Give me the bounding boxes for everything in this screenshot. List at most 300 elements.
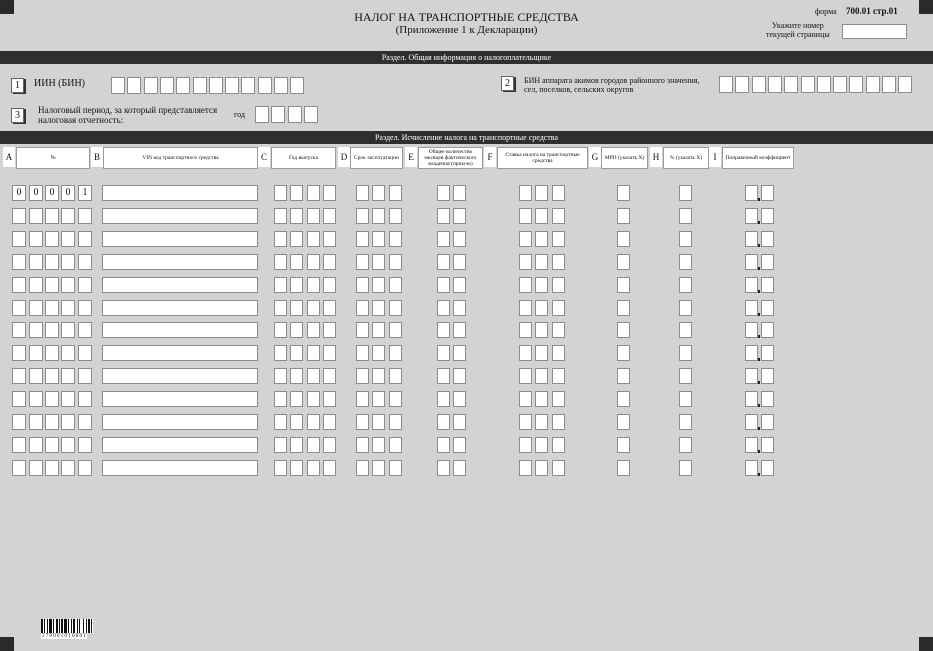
- row-number-cell[interactable]: [45, 414, 59, 430]
- row-number-cell[interactable]: 0: [61, 185, 75, 201]
- row-number-cell[interactable]: [78, 300, 92, 316]
- row-number-cell[interactable]: [12, 208, 26, 224]
- correction-factor-cell[interactable]: [761, 254, 774, 270]
- year-of-issue-cell[interactable]: [307, 437, 320, 453]
- row-number-cell[interactable]: [61, 391, 75, 407]
- months-owned-cell[interactable]: [453, 460, 466, 476]
- row-number-cell[interactable]: [12, 414, 26, 430]
- row-number-cell[interactable]: [61, 231, 75, 247]
- row-number-cell[interactable]: [45, 437, 59, 453]
- row-number-cell[interactable]: [45, 322, 59, 338]
- correction-factor-cell[interactable]: [761, 322, 774, 338]
- correction-factor-cell[interactable]: [761, 231, 774, 247]
- row-number-cell[interactable]: [45, 231, 59, 247]
- row-number-cell[interactable]: [78, 322, 92, 338]
- row-number-cell[interactable]: [29, 231, 43, 247]
- year-of-issue-cell[interactable]: [290, 414, 303, 430]
- tax-rate-cell[interactable]: [535, 254, 548, 270]
- year-of-issue-cell[interactable]: [323, 368, 336, 384]
- bin-digit-cell[interactable]: [882, 76, 896, 93]
- row-number-cell[interactable]: [12, 322, 26, 338]
- tax-rate-cell[interactable]: [552, 322, 565, 338]
- months-owned-cell[interactable]: [437, 437, 450, 453]
- row-number-cell[interactable]: [78, 414, 92, 430]
- correction-factor-cell[interactable]: [745, 368, 758, 384]
- iin-digit-cell[interactable]: [144, 77, 158, 94]
- vin-code-field[interactable]: [102, 300, 258, 316]
- mrp-cell[interactable]: [617, 185, 630, 201]
- correction-factor-cell[interactable]: [761, 300, 774, 316]
- tax-rate-cell[interactable]: [552, 300, 565, 316]
- tax-rate-cell[interactable]: [552, 254, 565, 270]
- row-number-cell[interactable]: [12, 368, 26, 384]
- row-number-cell[interactable]: [29, 300, 43, 316]
- operation-term-cell[interactable]: [356, 208, 369, 224]
- vin-code-field[interactable]: [102, 460, 258, 476]
- months-owned-cell[interactable]: [453, 322, 466, 338]
- correction-factor-cell[interactable]: [745, 345, 758, 361]
- year-of-issue-cell[interactable]: [290, 231, 303, 247]
- row-number-cell[interactable]: [61, 368, 75, 384]
- row-number-cell[interactable]: [61, 437, 75, 453]
- tax-rate-cell[interactable]: [519, 391, 532, 407]
- months-owned-cell[interactable]: [453, 254, 466, 270]
- year-of-issue-cell[interactable]: [307, 277, 320, 293]
- vin-code-field[interactable]: [102, 368, 258, 384]
- row-number-cell[interactable]: [78, 460, 92, 476]
- months-owned-cell[interactable]: [437, 414, 450, 430]
- iin-digit-cell[interactable]: [193, 77, 207, 94]
- row-number-cell[interactable]: [45, 460, 59, 476]
- percent-cell[interactable]: [679, 460, 692, 476]
- year-of-issue-cell[interactable]: [290, 391, 303, 407]
- row-number-cell[interactable]: [29, 208, 43, 224]
- tax-rate-cell[interactable]: [552, 460, 565, 476]
- year-of-issue-cell[interactable]: [274, 185, 287, 201]
- bin-digit-cell[interactable]: [801, 76, 815, 93]
- year-of-issue-cell[interactable]: [323, 254, 336, 270]
- row-number-cell[interactable]: [78, 231, 92, 247]
- tax-rate-cell[interactable]: [552, 437, 565, 453]
- months-owned-cell[interactable]: [453, 231, 466, 247]
- operation-term-cell[interactable]: [356, 368, 369, 384]
- operation-term-cell[interactable]: [356, 414, 369, 430]
- tax-rate-cell[interactable]: [535, 460, 548, 476]
- operation-term-cell[interactable]: [372, 185, 385, 201]
- row-number-cell[interactable]: [29, 414, 43, 430]
- tax-rate-cell[interactable]: [519, 185, 532, 201]
- tax-rate-cell[interactable]: [552, 368, 565, 384]
- bin-digit-cell[interactable]: [768, 76, 782, 93]
- row-number-cell[interactable]: 0: [45, 185, 59, 201]
- tax-rate-cell[interactable]: [535, 185, 548, 201]
- year-of-issue-cell[interactable]: [274, 368, 287, 384]
- year-of-issue-cell[interactable]: [307, 322, 320, 338]
- year-of-issue-cell[interactable]: [290, 254, 303, 270]
- bin-digit-cell[interactable]: [833, 76, 847, 93]
- bin-digit-cell[interactable]: [752, 76, 766, 93]
- mrp-cell[interactable]: [617, 437, 630, 453]
- row-number-cell[interactable]: [61, 300, 75, 316]
- year-of-issue-cell[interactable]: [323, 391, 336, 407]
- months-owned-cell[interactable]: [453, 300, 466, 316]
- operation-term-cell[interactable]: [372, 345, 385, 361]
- row-number-cell[interactable]: [78, 368, 92, 384]
- iin-digit-cell[interactable]: [176, 77, 190, 94]
- correction-factor-cell[interactable]: [745, 322, 758, 338]
- year-of-issue-cell[interactable]: [274, 254, 287, 270]
- correction-factor-cell[interactable]: [745, 231, 758, 247]
- year-of-issue-cell[interactable]: [307, 368, 320, 384]
- months-owned-cell[interactable]: [437, 231, 450, 247]
- tax-rate-cell[interactable]: [535, 437, 548, 453]
- year-of-issue-cell[interactable]: [323, 414, 336, 430]
- mrp-cell[interactable]: [617, 300, 630, 316]
- year-of-issue-cell[interactable]: [323, 437, 336, 453]
- tax-rate-cell[interactable]: [519, 277, 532, 293]
- year-of-issue-cell[interactable]: [307, 460, 320, 476]
- row-number-cell[interactable]: [45, 368, 59, 384]
- percent-cell[interactable]: [679, 208, 692, 224]
- vin-code-field[interactable]: [102, 185, 258, 201]
- year-of-issue-cell[interactable]: [290, 208, 303, 224]
- year-of-issue-cell[interactable]: [307, 391, 320, 407]
- iin-digit-cell[interactable]: [225, 77, 239, 94]
- year-of-issue-cell[interactable]: [290, 300, 303, 316]
- operation-term-cell[interactable]: [356, 322, 369, 338]
- operation-term-cell[interactable]: [372, 437, 385, 453]
- operation-term-cell[interactable]: [389, 368, 402, 384]
- bin-digit-cell[interactable]: [735, 76, 749, 93]
- mrp-cell[interactable]: [617, 368, 630, 384]
- row-number-cell[interactable]: [78, 208, 92, 224]
- tax-rate-cell[interactable]: [519, 254, 532, 270]
- correction-factor-cell[interactable]: [745, 277, 758, 293]
- operation-term-cell[interactable]: [356, 254, 369, 270]
- operation-term-cell[interactable]: [389, 300, 402, 316]
- year-digit-cell[interactable]: [271, 106, 285, 123]
- months-owned-cell[interactable]: [453, 208, 466, 224]
- tax-rate-cell[interactable]: [535, 300, 548, 316]
- row-number-cell[interactable]: [61, 414, 75, 430]
- year-of-issue-cell[interactable]: [274, 277, 287, 293]
- operation-term-cell[interactable]: [389, 391, 402, 407]
- months-owned-cell[interactable]: [437, 391, 450, 407]
- operation-term-cell[interactable]: [356, 277, 369, 293]
- vin-code-field[interactable]: [102, 322, 258, 338]
- tax-rate-cell[interactable]: [552, 414, 565, 430]
- mrp-cell[interactable]: [617, 277, 630, 293]
- operation-term-cell[interactable]: [389, 185, 402, 201]
- tax-rate-cell[interactable]: [552, 231, 565, 247]
- year-of-issue-cell[interactable]: [274, 414, 287, 430]
- operation-term-cell[interactable]: [389, 277, 402, 293]
- correction-factor-cell[interactable]: [761, 208, 774, 224]
- operation-term-cell[interactable]: [389, 231, 402, 247]
- vin-code-field[interactable]: [102, 437, 258, 453]
- vin-code-field[interactable]: [102, 414, 258, 430]
- row-number-cell[interactable]: [61, 254, 75, 270]
- tax-rate-cell[interactable]: [535, 322, 548, 338]
- row-number-cell[interactable]: [61, 322, 75, 338]
- percent-cell[interactable]: [679, 277, 692, 293]
- tax-rate-cell[interactable]: [552, 391, 565, 407]
- percent-cell[interactable]: [679, 414, 692, 430]
- tax-rate-cell[interactable]: [552, 185, 565, 201]
- tax-rate-cell[interactable]: [519, 322, 532, 338]
- operation-term-cell[interactable]: [389, 254, 402, 270]
- year-of-issue-cell[interactable]: [290, 345, 303, 361]
- tax-rate-cell[interactable]: [535, 277, 548, 293]
- operation-term-cell[interactable]: [372, 277, 385, 293]
- row-number-cell[interactable]: [29, 277, 43, 293]
- operation-term-cell[interactable]: [356, 300, 369, 316]
- bin-digit-cell[interactable]: [784, 76, 798, 93]
- year-of-issue-cell[interactable]: [307, 185, 320, 201]
- correction-factor-cell[interactable]: [745, 414, 758, 430]
- year-of-issue-cell[interactable]: [307, 208, 320, 224]
- correction-factor-cell[interactable]: [761, 414, 774, 430]
- months-owned-cell[interactable]: [437, 368, 450, 384]
- mrp-cell[interactable]: [617, 254, 630, 270]
- bin-digit-cell[interactable]: [866, 76, 880, 93]
- year-of-issue-cell[interactable]: [290, 460, 303, 476]
- row-number-cell[interactable]: [45, 254, 59, 270]
- year-of-issue-cell[interactable]: [323, 300, 336, 316]
- year-of-issue-cell[interactable]: [274, 345, 287, 361]
- operation-term-cell[interactable]: [372, 208, 385, 224]
- bin-digit-cell[interactable]: [719, 76, 733, 93]
- row-number-cell[interactable]: 0: [12, 185, 26, 201]
- operation-term-cell[interactable]: [389, 437, 402, 453]
- iin-digit-cell[interactable]: [258, 77, 272, 94]
- year-of-issue-cell[interactable]: [323, 345, 336, 361]
- percent-cell[interactable]: [679, 368, 692, 384]
- operation-term-cell[interactable]: [372, 414, 385, 430]
- months-owned-cell[interactable]: [453, 414, 466, 430]
- operation-term-cell[interactable]: [389, 460, 402, 476]
- correction-factor-cell[interactable]: [761, 460, 774, 476]
- operation-term-cell[interactable]: [356, 460, 369, 476]
- row-number-cell[interactable]: [12, 345, 26, 361]
- year-of-issue-cell[interactable]: [274, 391, 287, 407]
- row-number-cell[interactable]: [12, 277, 26, 293]
- percent-cell[interactable]: [679, 322, 692, 338]
- tax-rate-cell[interactable]: [535, 414, 548, 430]
- bin-digit-cell[interactable]: [817, 76, 831, 93]
- tax-rate-cell[interactable]: [519, 414, 532, 430]
- percent-cell[interactable]: [679, 391, 692, 407]
- percent-cell[interactable]: [679, 231, 692, 247]
- operation-term-cell[interactable]: [356, 231, 369, 247]
- operation-term-cell[interactable]: [372, 368, 385, 384]
- correction-factor-cell[interactable]: [761, 437, 774, 453]
- tax-rate-cell[interactable]: [535, 231, 548, 247]
- year-of-issue-cell[interactable]: [307, 231, 320, 247]
- correction-factor-cell[interactable]: [761, 345, 774, 361]
- operation-term-cell[interactable]: [389, 414, 402, 430]
- operation-term-cell[interactable]: [372, 322, 385, 338]
- row-number-cell[interactable]: [29, 437, 43, 453]
- row-number-cell[interactable]: [78, 345, 92, 361]
- year-of-issue-cell[interactable]: [323, 231, 336, 247]
- year-digit-cell[interactable]: [288, 106, 302, 123]
- operation-term-cell[interactable]: [372, 231, 385, 247]
- row-number-cell[interactable]: [29, 368, 43, 384]
- months-owned-cell[interactable]: [437, 277, 450, 293]
- year-of-issue-cell[interactable]: [274, 300, 287, 316]
- months-owned-cell[interactable]: [437, 322, 450, 338]
- iin-digit-cell[interactable]: [274, 77, 288, 94]
- row-number-cell[interactable]: [12, 231, 26, 247]
- row-number-cell[interactable]: [12, 300, 26, 316]
- year-of-issue-cell[interactable]: [307, 300, 320, 316]
- tax-rate-cell[interactable]: [519, 460, 532, 476]
- months-owned-cell[interactable]: [453, 345, 466, 361]
- year-of-issue-cell[interactable]: [274, 460, 287, 476]
- row-number-cell[interactable]: [12, 460, 26, 476]
- tax-rate-cell[interactable]: [535, 345, 548, 361]
- row-number-cell[interactable]: [78, 437, 92, 453]
- row-number-cell[interactable]: [61, 208, 75, 224]
- iin-digit-cell[interactable]: [209, 77, 223, 94]
- mrp-cell[interactable]: [617, 460, 630, 476]
- row-number-cell[interactable]: [12, 391, 26, 407]
- iin-digit-cell[interactable]: [241, 77, 255, 94]
- year-of-issue-cell[interactable]: [290, 368, 303, 384]
- operation-term-cell[interactable]: [356, 345, 369, 361]
- row-number-cell[interactable]: [78, 391, 92, 407]
- tax-rate-cell[interactable]: [535, 391, 548, 407]
- tax-rate-cell[interactable]: [519, 345, 532, 361]
- year-of-issue-cell[interactable]: [307, 345, 320, 361]
- iin-digit-cell[interactable]: [127, 77, 141, 94]
- tax-rate-cell[interactable]: [535, 208, 548, 224]
- year-of-issue-cell[interactable]: [323, 277, 336, 293]
- tax-rate-cell[interactable]: [552, 208, 565, 224]
- tax-rate-cell[interactable]: [519, 300, 532, 316]
- year-of-issue-cell[interactable]: [323, 208, 336, 224]
- mrp-cell[interactable]: [617, 231, 630, 247]
- page-number-field[interactable]: [842, 24, 907, 39]
- operation-term-cell[interactable]: [389, 208, 402, 224]
- months-owned-cell[interactable]: [453, 368, 466, 384]
- operation-term-cell[interactable]: [356, 185, 369, 201]
- percent-cell[interactable]: [679, 254, 692, 270]
- row-number-cell[interactable]: [45, 391, 59, 407]
- vin-code-field[interactable]: [102, 391, 258, 407]
- vin-code-field[interactable]: [102, 231, 258, 247]
- row-number-cell[interactable]: [12, 437, 26, 453]
- tax-rate-cell[interactable]: [519, 208, 532, 224]
- row-number-cell[interactable]: [45, 345, 59, 361]
- tax-rate-cell[interactable]: [519, 231, 532, 247]
- operation-term-cell[interactable]: [389, 345, 402, 361]
- months-owned-cell[interactable]: [453, 277, 466, 293]
- months-owned-cell[interactable]: [437, 254, 450, 270]
- correction-factor-cell[interactable]: [761, 185, 774, 201]
- mrp-cell[interactable]: [617, 414, 630, 430]
- correction-factor-cell[interactable]: [761, 391, 774, 407]
- year-of-issue-cell[interactable]: [274, 208, 287, 224]
- months-owned-cell[interactable]: [437, 208, 450, 224]
- percent-cell[interactable]: [679, 345, 692, 361]
- vin-code-field[interactable]: [102, 254, 258, 270]
- months-owned-cell[interactable]: [453, 391, 466, 407]
- year-of-issue-cell[interactable]: [323, 185, 336, 201]
- row-number-cell[interactable]: [61, 345, 75, 361]
- correction-factor-cell[interactable]: [745, 437, 758, 453]
- operation-term-cell[interactable]: [372, 460, 385, 476]
- months-owned-cell[interactable]: [453, 185, 466, 201]
- year-of-issue-cell[interactable]: [290, 277, 303, 293]
- year-of-issue-cell[interactable]: [307, 254, 320, 270]
- row-number-cell[interactable]: [78, 254, 92, 270]
- months-owned-cell[interactable]: [437, 460, 450, 476]
- mrp-cell[interactable]: [617, 345, 630, 361]
- year-of-issue-cell[interactable]: [290, 437, 303, 453]
- operation-term-cell[interactable]: [356, 437, 369, 453]
- tax-rate-cell[interactable]: [519, 368, 532, 384]
- operation-term-cell[interactable]: [372, 391, 385, 407]
- year-of-issue-cell[interactable]: [290, 185, 303, 201]
- correction-factor-cell[interactable]: [745, 391, 758, 407]
- months-owned-cell[interactable]: [437, 345, 450, 361]
- mrp-cell[interactable]: [617, 208, 630, 224]
- iin-digit-cell[interactable]: [160, 77, 174, 94]
- vin-code-field[interactable]: [102, 277, 258, 293]
- bin-digit-cell[interactable]: [898, 76, 912, 93]
- tax-rate-cell[interactable]: [519, 437, 532, 453]
- correction-factor-cell[interactable]: [761, 368, 774, 384]
- percent-cell[interactable]: [679, 185, 692, 201]
- row-number-cell[interactable]: [45, 300, 59, 316]
- tax-rate-cell[interactable]: [552, 277, 565, 293]
- row-number-cell[interactable]: 0: [29, 185, 43, 201]
- correction-factor-cell[interactable]: [745, 185, 758, 201]
- iin-digit-cell[interactable]: [290, 77, 304, 94]
- row-number-cell[interactable]: [12, 254, 26, 270]
- row-number-cell[interactable]: [45, 208, 59, 224]
- months-owned-cell[interactable]: [453, 437, 466, 453]
- row-number-cell[interactable]: 1: [78, 185, 92, 201]
- correction-factor-cell[interactable]: [761, 277, 774, 293]
- correction-factor-cell[interactable]: [745, 254, 758, 270]
- year-of-issue-cell[interactable]: [274, 231, 287, 247]
- year-digit-cell[interactable]: [255, 106, 269, 123]
- year-of-issue-cell[interactable]: [290, 322, 303, 338]
- row-number-cell[interactable]: [29, 391, 43, 407]
- row-number-cell[interactable]: [29, 254, 43, 270]
- correction-factor-cell[interactable]: [745, 460, 758, 476]
- tax-rate-cell[interactable]: [552, 345, 565, 361]
- row-number-cell[interactable]: [78, 277, 92, 293]
- operation-term-cell[interactable]: [356, 391, 369, 407]
- row-number-cell[interactable]: [45, 277, 59, 293]
- percent-cell[interactable]: [679, 437, 692, 453]
- year-of-issue-cell[interactable]: [323, 322, 336, 338]
- mrp-cell[interactable]: [617, 391, 630, 407]
- year-of-issue-cell[interactable]: [274, 322, 287, 338]
- tax-rate-cell[interactable]: [535, 368, 548, 384]
- year-of-issue-cell[interactable]: [307, 414, 320, 430]
- percent-cell[interactable]: [679, 300, 692, 316]
- year-digit-cell[interactable]: [304, 106, 318, 123]
- iin-digit-cell[interactable]: [111, 77, 125, 94]
- bin-digit-cell[interactable]: [849, 76, 863, 93]
- row-number-cell[interactable]: [29, 345, 43, 361]
- months-owned-cell[interactable]: [437, 300, 450, 316]
